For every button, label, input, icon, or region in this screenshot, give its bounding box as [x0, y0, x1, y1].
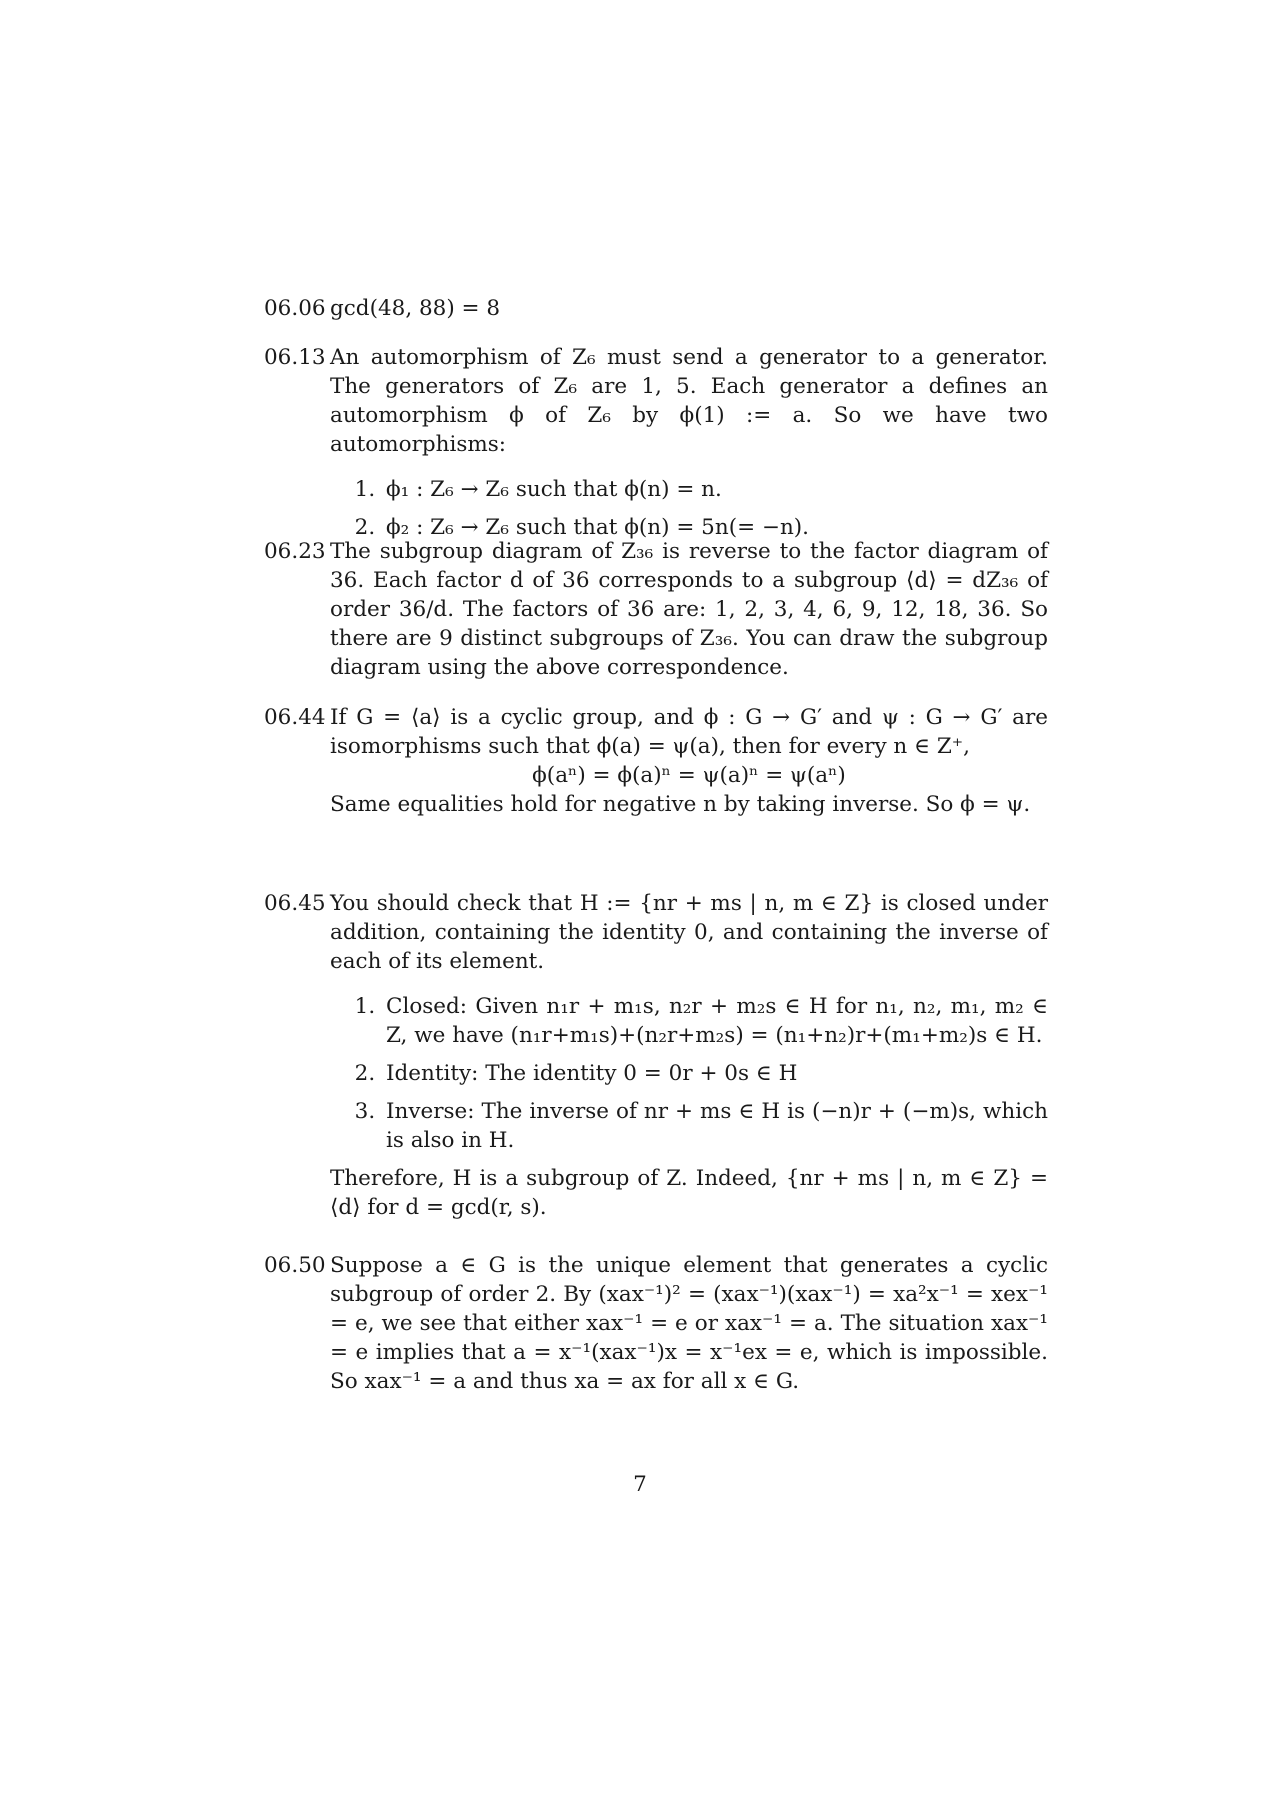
conclusion-text: Therefore, H is a subgroup of Z. Indeed, {nr + ms | n, m ∈ Z} = ⟨d⟩ for d = gcd(r, s).	[330, 1166, 1048, 1220]
conclusion-text: Same equalities hold for negative n by taking inverse. So ϕ = ψ.	[330, 792, 1031, 817]
exercise-text: An automorphism of Z₆ must send a generator to a generator. The generators of Z₆ are 1, 5. Each generator a defines an automorphism ϕ of Z₆ by ϕ(1) := a. So we have two automorphisms:	[330, 345, 1048, 457]
exercise-text: If G = ⟨a⟩ is a cyclic group, and ϕ : G → G′ and ψ : G → G′ are isomorphisms such that ϕ(a) = ψ(a), then for every n ∈ Z⁺,	[330, 705, 1048, 759]
exercise-number: 06.06	[264, 296, 326, 321]
exercise-06-45	[264, 889, 1048, 1222]
subgroup-check-list	[330, 992, 1048, 1155]
exercise-text: Suppose a ∈ G is the unique element that generates a cyclic subgroup of order 2. By (xax⁻¹)² = (xax⁻¹)(xax⁻¹) = xa²x⁻¹ = xex⁻¹ = e, we see that either xax⁻¹ = e or xax⁻¹ = a. The situation xax⁻¹ = e implies that a = x⁻¹(xax⁻¹)x = x⁻¹ex = e, which is impossible. So xax⁻¹ = a and thus xa = ax for all x ∈ G.	[330, 1253, 1048, 1394]
automorphism-list	[330, 475, 1048, 542]
list-item: 1. ϕ₁ : Z₆ → Z₆ such that ϕ(n) = n.	[382, 475, 1048, 504]
exercise-text: gcd(48, 88) = 8	[330, 296, 501, 321]
list-item: 3. Inverse: The inverse of nr + ms ∈ H is (−n)r + (−m)s, which is also in H.	[382, 1097, 1048, 1155]
exercise-text: You should check that H := {nr + ms | n, m ∈ Z} is closed under addition, containing the identity 0, and containing the inverse of each of its element.	[330, 891, 1048, 974]
exercise-06-23	[264, 537, 1048, 682]
exercise-06-13	[264, 343, 1048, 551]
display-equation: ϕ(aⁿ) = ϕ(a)ⁿ = ψ(a)ⁿ = ψ(aⁿ)	[532, 763, 846, 788]
exercise-number: 06.23	[264, 539, 326, 564]
page-number: 7	[633, 1472, 647, 1497]
exercise-text: The subgroup diagram of Z₃₆ is reverse to the factor diagram of 36. Each factor d of 36 corresponds to a subgroup ⟨d⟩ = dZ₃₆ of order 36/d. The factors of 36 are: 1, 2, 3, 4, 6, 9, 12, 18, 36. So there are 9 distinct subgroups of Z₃₆. You can draw the subgroup diagram using the above correspondence.	[330, 539, 1048, 680]
exercise-number: 06.44	[264, 705, 326, 730]
exercise-06-44	[264, 703, 1048, 819]
list-item: 2. ϕ₂ : Z₆ → Z₆ such that ϕ(n) = 5n(= −n).	[382, 513, 1048, 542]
exercise-number: 06.50	[264, 1253, 326, 1278]
list-item: 1. Closed: Given n₁r + m₁s, n₂r + m₂s ∈ H for n₁, n₂, m₁, m₂ ∈ Z, we have (n₁r+m₁s)+(n₂r+m₂s) = (n₁+n₂)r+(m₁+m₂)s ∈ H.	[382, 992, 1048, 1050]
list-item: 2. Identity: The identity 0 = 0r + 0s ∈ H	[382, 1059, 1048, 1088]
exercise-06-06	[264, 294, 1048, 323]
exercise-number: 06.13	[264, 345, 326, 370]
exercise-06-50	[264, 1251, 1048, 1396]
exercise-number: 06.45	[264, 891, 326, 916]
